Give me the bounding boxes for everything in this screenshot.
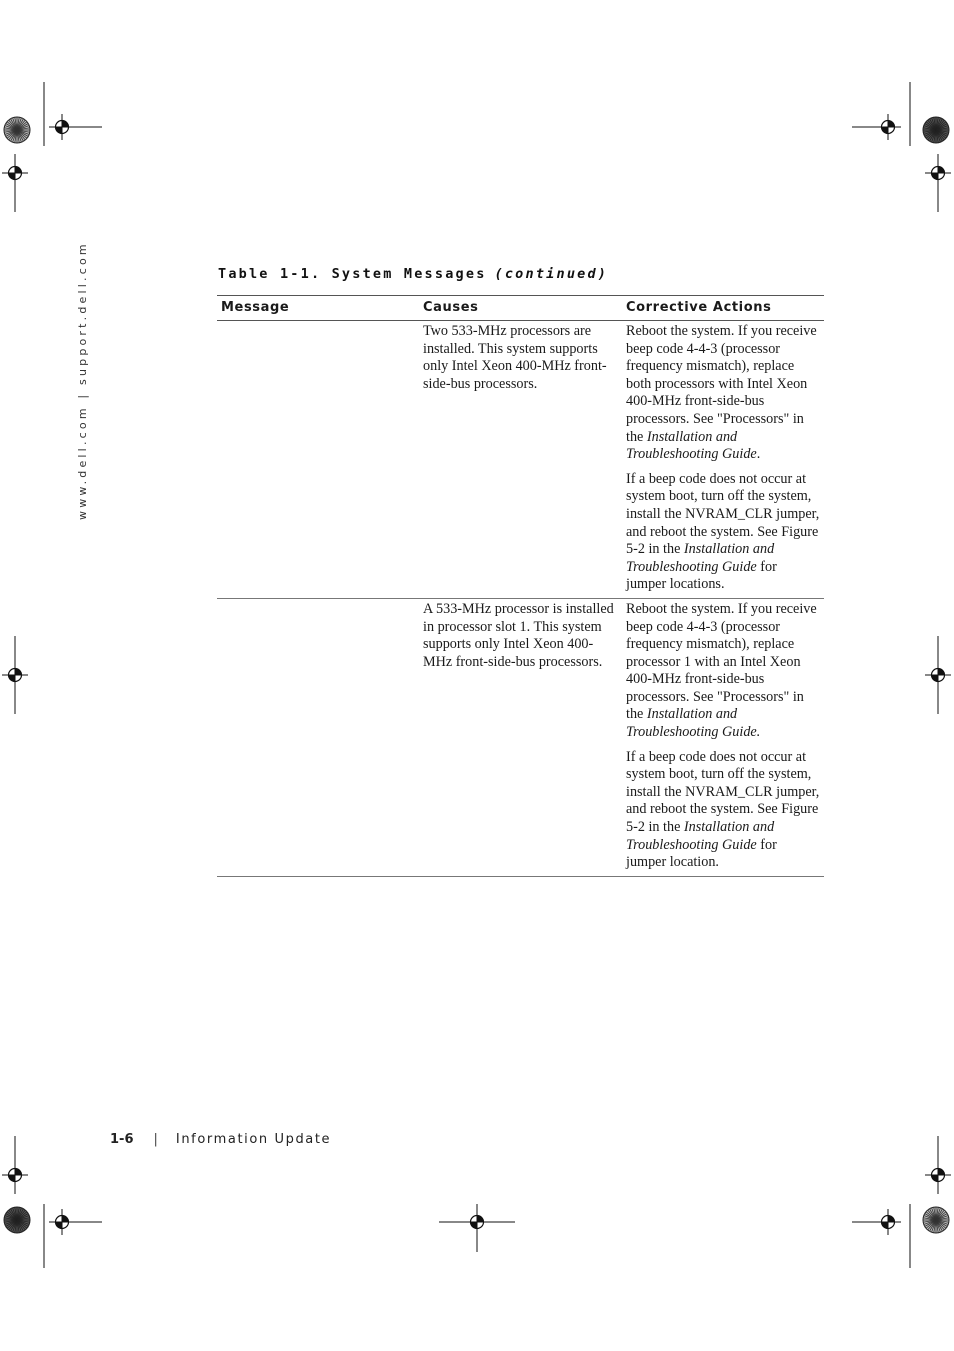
footer-separator: |: [153, 1132, 158, 1147]
guide-reference: Installation and Troubleshooting Guide.: [626, 706, 761, 741]
starburst-mark: [923, 1207, 949, 1233]
action-paragraph: [626, 471, 820, 594]
guide-reference: Installation and Troubleshooting Guide: [626, 428, 757, 463]
page-footer: [110, 1132, 331, 1147]
page-number: 1-6: [110, 1132, 134, 1147]
table-title-suffix: (continued): [494, 266, 609, 282]
message-cell: [217, 598, 419, 876]
header-corrective-actions: Corrective Actions: [626, 300, 772, 315]
action-text-after: for jumper location.: [626, 836, 777, 871]
side-url-text: www.dell.com | support.dell.com: [76, 241, 89, 520]
guide-reference: Installation and Troubleshooting Guide: [626, 541, 775, 575]
action-paragraph: [626, 749, 820, 872]
table-title: [218, 266, 608, 282]
action-paragraph: [626, 601, 820, 742]
action-text: If a beep code does not occur at system boot, turn off the system, install the NVRAM_CLR jumper, and reboot the system. See Figure 5-2 in the: [626, 470, 820, 558]
action-text: Reboot the system. If you receive beep code 4-4-3 (processor frequency mismatch), replace processor 1 with an Intel Xeon 400-MHz front-side-bus processors. See "Processors" in the: [626, 600, 817, 723]
starburst-mark: [4, 1207, 30, 1233]
action-text: If a beep code does not occur at system boot, turn off the system, install the NVRAM_CLR jumper, and reboot the system. See Figure 5-2 in the: [626, 748, 820, 836]
actions-cell: [622, 598, 824, 876]
section-title: Information Update: [175, 1132, 332, 1147]
cause-cell: [419, 321, 622, 599]
cause-text: Two 533-MHz processors are installed. This system supports only Intel Xeon 400-MHz front-side-bus processors.: [423, 323, 607, 392]
guide-reference: Installation and Troubleshooting Guide: [626, 819, 775, 853]
table-row: [217, 321, 824, 599]
header-message: Message: [221, 300, 290, 315]
table-title-main: Table 1-1. System Messages: [218, 266, 487, 282]
action-paragraph: [626, 323, 820, 464]
cause-cell: [419, 598, 622, 876]
header-causes: Causes: [423, 300, 479, 315]
actions-cell: [622, 321, 824, 599]
table-row: [217, 598, 824, 876]
action-text-after: for jumper locations.: [626, 558, 777, 593]
table-header-row: [217, 296, 824, 321]
action-text: Reboot the system. If you receive beep code 4-4-3 (processor frequency mismatch), replace both processors with Intel Xeon 400-MHz front-side-bus processors. See "Processors" in the: [626, 323, 817, 445]
message-cell: [217, 321, 419, 599]
system-messages-table: [217, 295, 824, 877]
cause-text: A 533-MHz processor is installed in processor slot 1. This system supports only Intel Xeon 400-MHz front-side-bus processors.: [423, 600, 614, 670]
action-text-after: .: [756, 446, 761, 463]
starburst-mark: [923, 117, 949, 143]
starburst-mark: [4, 117, 30, 143]
